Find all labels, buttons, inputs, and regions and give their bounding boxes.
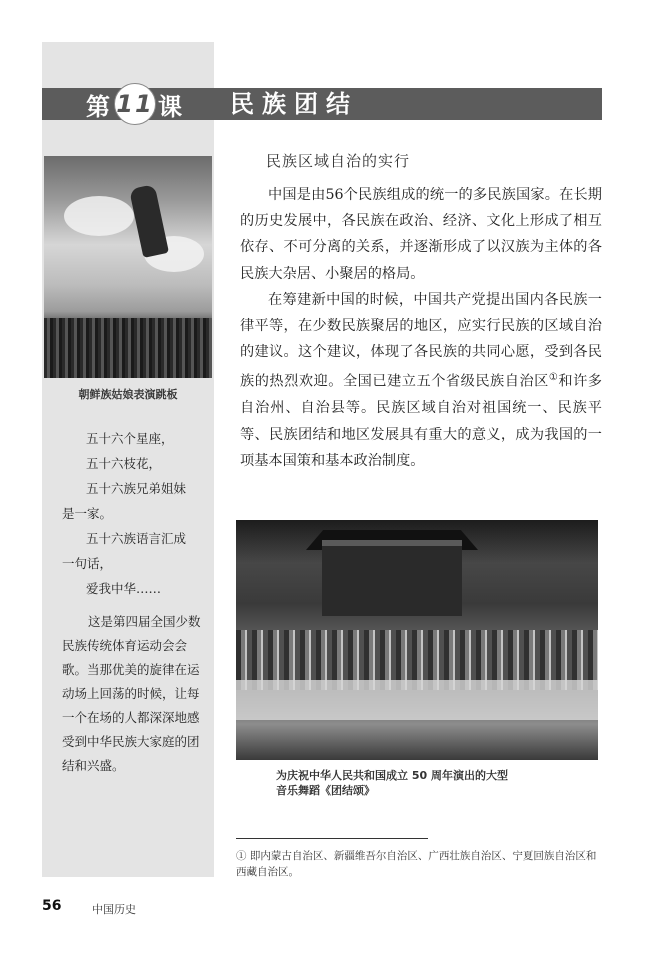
paragraph-part: 和许多自治州、自治县等。民族区域自治对祖国统一、民族平等、民族团结和地区发展具有重大的意义，成为我国的一项基本国策和基本政治制度。 bbox=[240, 374, 602, 469]
lesson-prefix: 第 bbox=[86, 92, 112, 121]
stage-floor bbox=[236, 680, 598, 720]
performance-photo bbox=[236, 520, 598, 760]
lyric-line: 五十六枝花， bbox=[86, 456, 162, 471]
caption-line: 音乐舞蹈《团结颂》 bbox=[276, 784, 375, 797]
cloud-shape bbox=[64, 196, 134, 236]
lyric-line: 一句话， bbox=[62, 556, 113, 571]
section-title: 民族区域自治的实行 bbox=[266, 152, 411, 170]
page-number: 56 bbox=[42, 898, 62, 914]
crowd-figure bbox=[44, 318, 212, 378]
song-lyrics bbox=[62, 426, 210, 601]
lesson-label bbox=[86, 86, 184, 122]
body-text bbox=[240, 182, 602, 474]
lyric-line: 是一家。 bbox=[62, 506, 113, 521]
lesson-title: 民族团结 bbox=[230, 90, 358, 118]
footnote-text: ① 即内蒙古自治区、新疆维吾尔自治区、广西壮族自治区、宁夏回族自治区和西藏自治区。 bbox=[236, 850, 597, 878]
footnote-divider bbox=[236, 838, 428, 839]
lyric-line: 五十六族兄弟姐妹 bbox=[86, 481, 187, 496]
sidebar-note-text: 这是第四届全国少数民族传统体育运动会会歌。当那优美的旋律在运动场上回荡的时候，让每一个在场的人都深深地感受到中华民族大家庭的团结和兴盛。 bbox=[62, 614, 201, 773]
paragraph bbox=[240, 287, 602, 474]
lyric-line: 五十六族语言汇成 bbox=[86, 531, 187, 546]
lesson-suffix: 课 bbox=[158, 92, 184, 121]
photo-caption bbox=[276, 768, 596, 798]
sidebar-note bbox=[62, 610, 204, 778]
caption-line: 为庆祝中华人民共和国成立 50 周年演出的大型 bbox=[276, 769, 508, 782]
footnote bbox=[236, 848, 602, 880]
jumping-girl-figure bbox=[129, 184, 169, 258]
photo-caption: 朝鲜族姑娘表演跳板 bbox=[78, 388, 178, 401]
book-name: 中国历史 bbox=[92, 903, 136, 916]
lesson-number-badge: 11 bbox=[114, 83, 156, 125]
paragraph: 中国是由56个民族组成的统一的多民族国家。在长期的历史发展中，各民族在政治、经济、文化上形成了相互依存、不可分离的关系，并逐渐形成了以汉族为主体的各民族大杂居、小聚居的格局。 bbox=[240, 187, 602, 282]
lyric-line: 爱我中华…… bbox=[86, 581, 162, 596]
korean-dancer-photo bbox=[44, 156, 212, 378]
lyric-line: 五十六个星座， bbox=[86, 431, 174, 446]
footnote-marker: ① bbox=[548, 372, 559, 384]
paragraph-part: 在筹建新中国的时候，中国共产党提出国内各民族一律平等，在少数民族聚居的地区，应实行民族的区域自治的建议。这个建议，体现了各民族的共同心愿，受到各民族的热烈欢迎。全国已建立五个省级民族自治区 bbox=[240, 291, 602, 391]
tiananmen-gate bbox=[322, 540, 462, 616]
